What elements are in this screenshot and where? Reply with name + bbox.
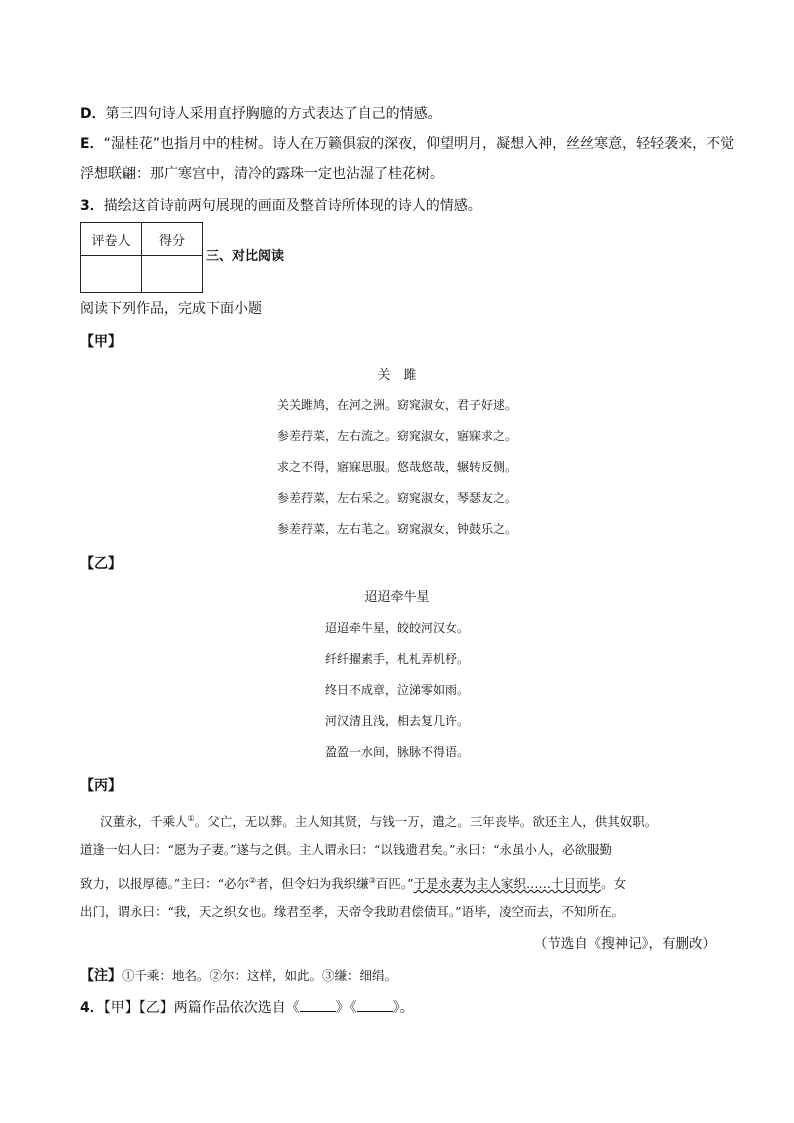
score-table-score-cell bbox=[142, 256, 203, 293]
poem-jia-line: 参差荇菜，左右芼之。窈窕淑女，钟鼓乐之。 bbox=[276, 522, 517, 536]
answer-blank[interactable] bbox=[357, 999, 393, 1012]
prose-text: 者，但令妇为我织缣 bbox=[256, 876, 369, 892]
marker-yi: 【乙】 bbox=[80, 556, 122, 572]
option-e-text: “湿桂花”也指月中的桂树。诗人在万籁俱寂的深夜，仰望明月，凝想入神，丝丝寒意，轻轻袭来，不觉 bbox=[103, 136, 735, 152]
poem-yi-title: 迢迢牵牛星 bbox=[364, 590, 430, 605]
underlined-sentence: 于是永妻为主人家织……十日而毕 bbox=[413, 876, 602, 892]
note-ref: ① bbox=[187, 814, 195, 823]
poem-yi-line: 盈盈一水间，脉脉不得语。 bbox=[324, 745, 469, 759]
poem-yi-line: 终日不成章，泣涕零如雨。 bbox=[324, 683, 469, 697]
source-note: （节选自《搜神记》，有删改） bbox=[533, 936, 716, 952]
question-4-text: 【甲】【乙】两篇作品依次选自《 bbox=[103, 1000, 300, 1016]
reading-intro: 阅读下列作品，完成下面小题 bbox=[80, 301, 262, 317]
poem-jia-line: 求之不得，寤寐思服。悠哉悠哉，辗转反侧。 bbox=[276, 460, 517, 474]
note-ref: ② bbox=[249, 876, 257, 885]
score-table-score-header: 得分 bbox=[142, 223, 203, 256]
question-4 bbox=[80, 998, 414, 1018]
option-e-line2: 浮想联翩：那广寒宫中，清冷的露珠一定也沾湿了桂花树。 bbox=[80, 166, 444, 182]
question-3-text: 描绘这首诗前两句展现的画面及整首诗所体现的诗人的情感。 bbox=[103, 198, 482, 214]
score-table-grader-cell bbox=[81, 256, 142, 293]
prose-line: 道逢一妇人曰：“愿为子妻。”遂与之俱。主人谓永曰：“以钱遗君矣。”永曰：“永虽小人，必欲服勤 bbox=[80, 842, 612, 857]
question-4-text: 》。 bbox=[392, 1000, 414, 1016]
annotation bbox=[80, 966, 397, 986]
option-d-label: D． bbox=[80, 106, 106, 122]
prose-line: 出门，谓永曰：“我，天之织女也。缘君至孝，天帝令我助君偿债耳。”语毕，凌空而去，不知所在。 bbox=[80, 904, 625, 919]
option-e-label: E． bbox=[80, 136, 104, 152]
prose-text: 。女 bbox=[601, 876, 627, 892]
option-d bbox=[80, 104, 442, 124]
marker-jia: 【甲】 bbox=[80, 334, 122, 350]
prose-text: 百匹。” bbox=[375, 876, 414, 892]
prose-line bbox=[100, 809, 657, 832]
section-heading: 三、对比阅读 bbox=[206, 249, 285, 264]
option-d-text: 第三四句诗人采用直抒胸臆的方式表达了自己的情感。 bbox=[105, 106, 442, 122]
question-3 bbox=[80, 196, 482, 216]
score-table-grader-header: 评卷人 bbox=[81, 223, 142, 256]
marker-bing: 【丙】 bbox=[80, 778, 122, 794]
option-e-line1 bbox=[80, 134, 734, 154]
poem-jia-line: 关关雎鸠，在河之洲。窈窕淑女，君子好逑。 bbox=[276, 398, 517, 412]
score-table bbox=[80, 222, 203, 293]
prose-text: 。父亡，无以葬。主人知其贤，与钱一万，遣之。三年丧毕。欲还主人，供其奴职。 bbox=[194, 814, 658, 830]
annotation-label: 【注】 bbox=[80, 968, 122, 984]
question-3-label: 3． bbox=[80, 198, 104, 214]
annotation-text: ①千乘：地名。②尔：这样，如此。③缣：细绢。 bbox=[122, 968, 398, 983]
prose-text: 致力，以报厚德。”主曰：“必尔 bbox=[80, 876, 250, 892]
poem-yi-line: 河汉清且浅，相去复几许。 bbox=[324, 714, 469, 728]
note-ref: ③ bbox=[368, 876, 376, 885]
poem-yi-line: 迢迢牵牛星，皎皎河汉女。 bbox=[324, 621, 469, 635]
poem-jia-line: 参差荇菜，左右流之。窈窕淑女，寤寐求之。 bbox=[276, 429, 517, 443]
prose-line bbox=[80, 871, 626, 894]
prose-text: 汉董永，千乘人 bbox=[100, 814, 188, 830]
poem-jia-title: 关 雎 bbox=[377, 368, 417, 383]
poem-yi-line: 纤纤擢素手，札札弄机杼。 bbox=[324, 652, 469, 666]
question-4-label: 4． bbox=[80, 1000, 104, 1016]
answer-blank[interactable] bbox=[300, 999, 336, 1012]
poem-jia-line: 参差荇菜，左右采之。窈窕淑女，琴瑟友之。 bbox=[276, 491, 517, 505]
question-4-text: 》《 bbox=[335, 1000, 357, 1016]
